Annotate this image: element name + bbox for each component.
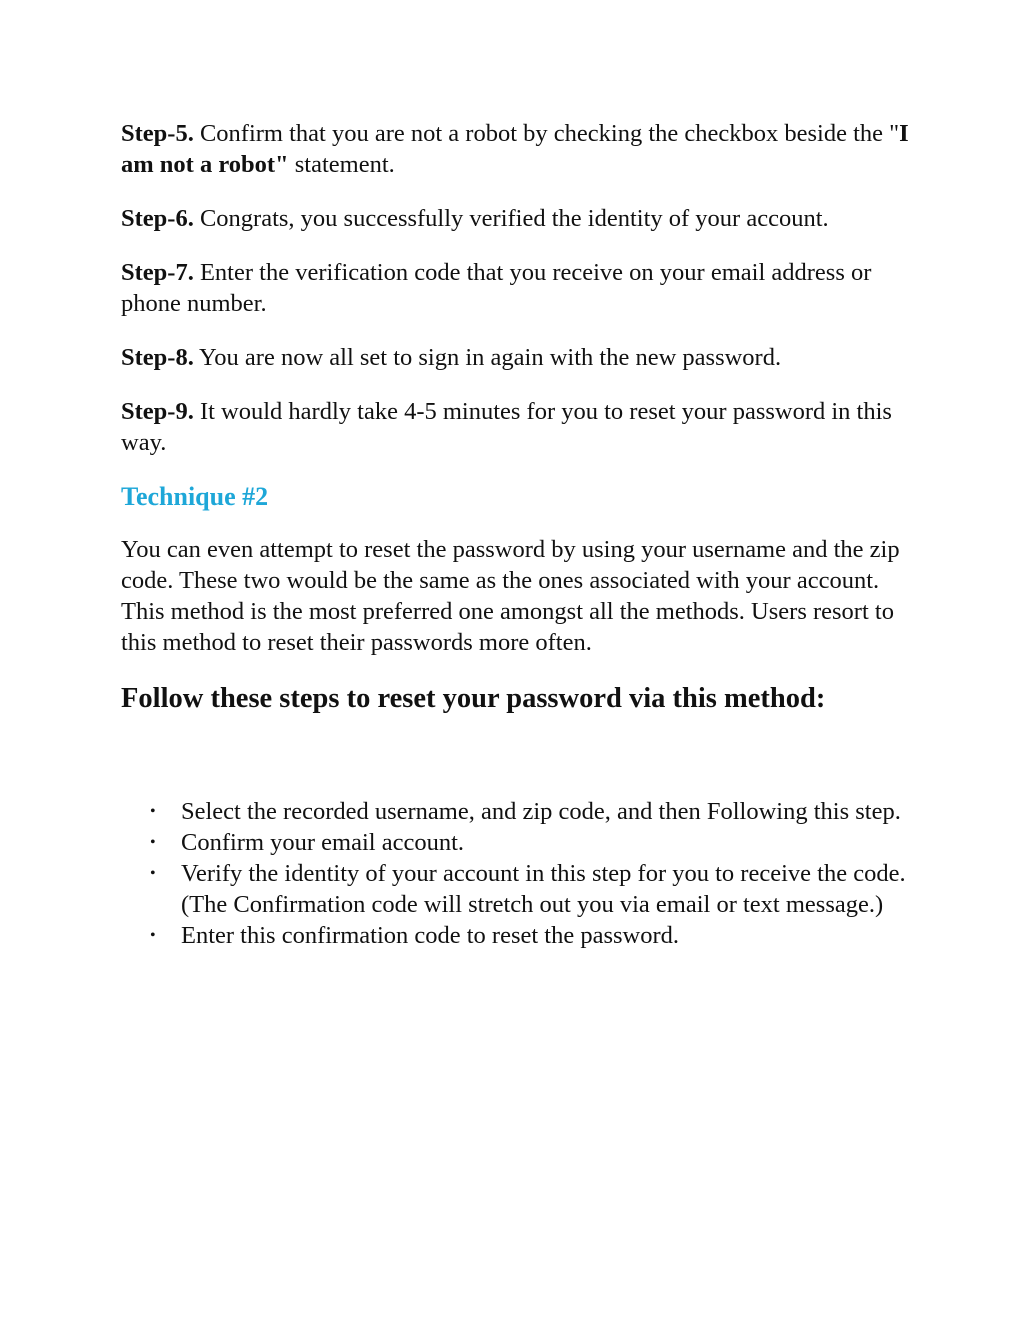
list-item-text: Enter this confirmation code to reset the password.: [181, 922, 680, 949]
technique-heading: Technique #2: [121, 482, 269, 511]
step-9: [121, 396, 921, 458]
step-7: [121, 257, 921, 319]
step-label: Step-6.: [121, 205, 194, 232]
step-6: [121, 203, 921, 234]
robot-statement: I am not a robot": [121, 120, 909, 178]
bullet-icon: •: [150, 865, 156, 882]
list-item: [121, 858, 921, 920]
step-text: You are now all set to sign in again with the new password.: [193, 344, 782, 371]
step-text: It would hardly take 4-5 minutes for you to reset your password in this way.: [121, 398, 892, 456]
list-item: [121, 796, 921, 827]
list-item: [121, 827, 921, 858]
step-text: Congrats, you successfully verified the identity of your account.: [193, 205, 829, 232]
step-label: Step-9.: [121, 398, 194, 425]
list-item-text: Verify the identity of your account in this step for you to receive the code. (The Confirmation code will stretch out you via email or text message.): [181, 860, 906, 918]
bullet-icon: •: [150, 834, 156, 851]
step-label: Step-5.: [121, 120, 194, 147]
list-item: [121, 920, 921, 951]
step-label: Step-8.: [121, 344, 194, 371]
document-page: [121, 118, 921, 951]
list-item-text: Select the recorded username, and zip code, and then Following this step.: [181, 798, 901, 825]
bullet-icon: •: [150, 927, 156, 944]
follow-steps-heading: Follow these steps to reset your password via this method:: [121, 683, 826, 714]
list-item-text: Confirm your email account.: [181, 829, 465, 856]
step-text-end: statement.: [288, 151, 395, 178]
reset-steps-list: [121, 796, 921, 951]
bullet-icon: •: [150, 803, 156, 820]
step-text: Confirm that you are not a robot by checking the checkbox beside the ": [193, 120, 900, 147]
step-text: Enter the verification code that you receive on your email address or phone number.: [121, 259, 872, 317]
technique-paragraph: You can even attempt to reset the password by using your username and the zip code. These two would be the same as the ones associated with your account. This method is the most preferred one amongst all the methods. Users resort to this method to reset their passwords more often.: [121, 536, 900, 656]
step-8: [121, 342, 921, 373]
step-5: [121, 118, 921, 180]
step-label: Step-7.: [121, 259, 194, 286]
